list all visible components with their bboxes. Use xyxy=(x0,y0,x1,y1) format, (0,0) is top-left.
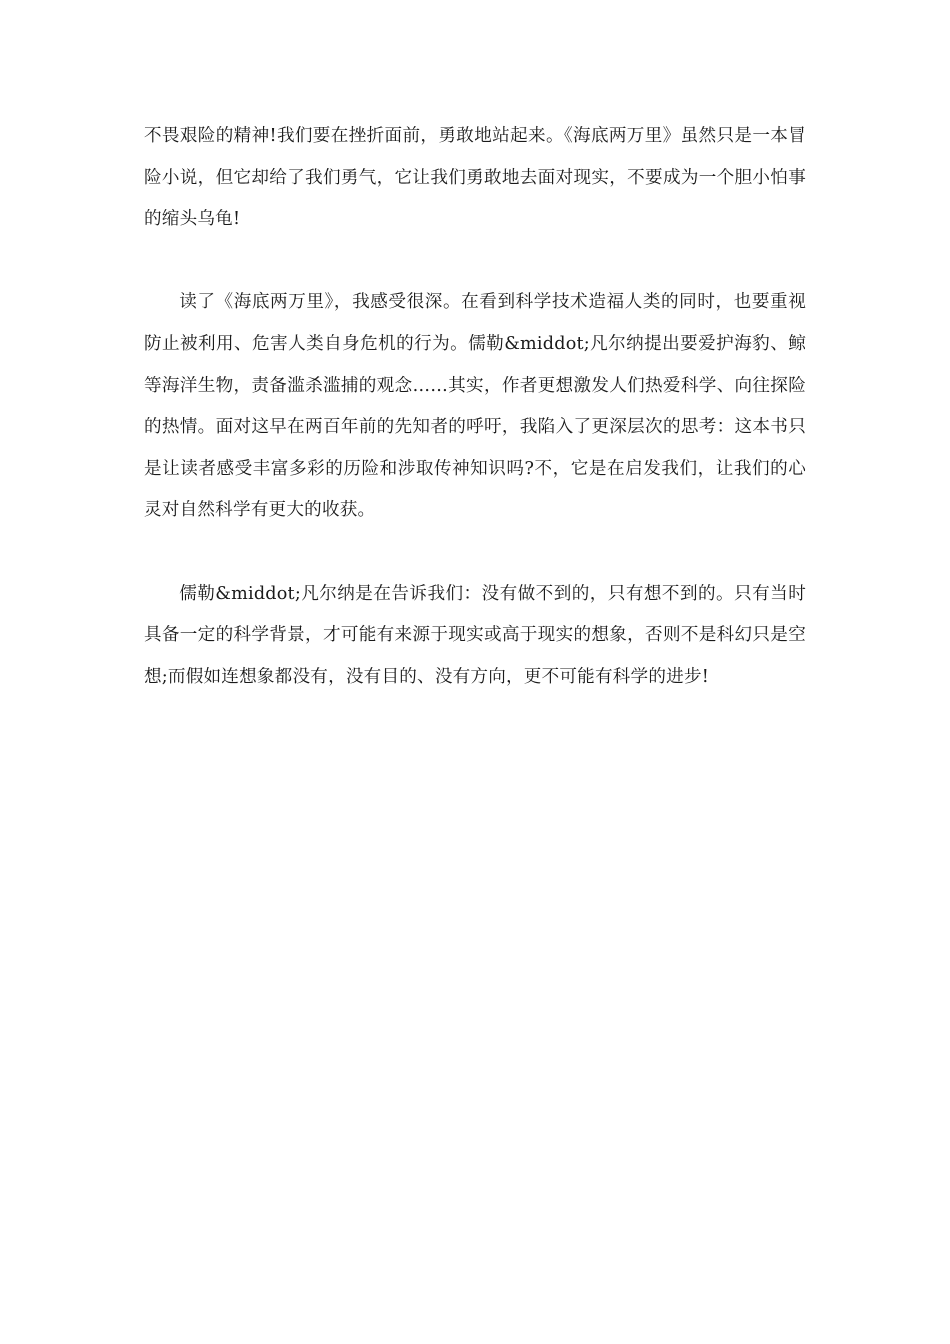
paragraph-2: 读了《海底两万里》，我感受很深。在看到科学技术造福人类的同时，也要重视防止被利用、危害人类自身危机的行为。儒勒&middot;凡尔纳提出要爱护海豹、鲸等海洋生物，责备滥杀滥捕的观念……其实，作者更想激发人们热爱科学、向往探险的热情。面对这早在两百年前的先知者的呼吁，我陷入了更深层次的思考：这本书只是让读者感受丰富多彩的历险和涉取传神知识吗?不，它是在启发我们，让我们的心灵对自然科学有更大的收获。 xyxy=(144,292,806,521)
paragraph-3: 儒勒&middot;凡尔纳是在告诉我们：没有做不到的，只有想不到的。只有当时具备一定的科学背景，才可能有来源于现实或高于现实的想象，否则不是科幻只是空想;而假如连想象都没有，没有目的、没有方向，更不可能有科学的进步! xyxy=(144,583,806,687)
document-body xyxy=(144,116,806,698)
paragraph-1: 不畏艰险的精神!我们要在挫折面前，勇敢地站起来。《海底两万里》虽然只是一本冒险小说，但它却给了我们勇气，它让我们勇敢地去面对现实，不要成为一个胆小怕事的缩头乌龟! xyxy=(144,126,806,230)
